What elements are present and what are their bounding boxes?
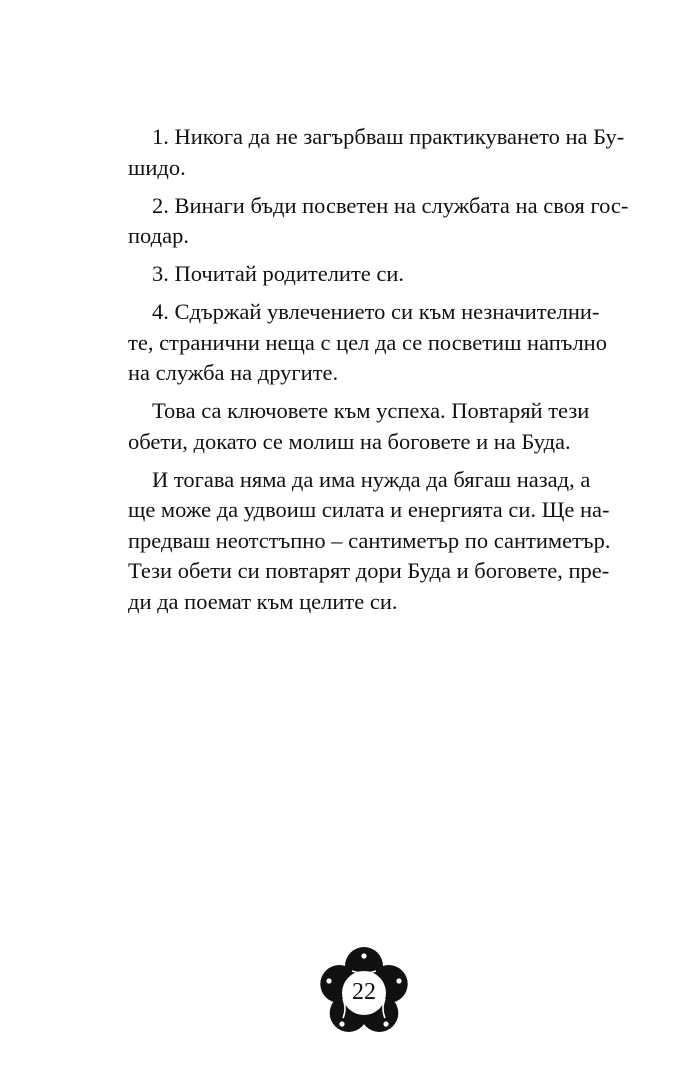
body-text <box>128 122 629 617</box>
text-line: Тези обети си повтарят дори Буда и боговете, пре- <box>128 558 610 583</box>
paragraph-2 <box>128 191 629 252</box>
text-line: И тогава няма да има нужда да бягаш назад, а <box>152 466 591 492</box>
page-number <box>319 947 409 1037</box>
text-line: ще може да удвоиш силата и енергията си. Ще на- <box>128 497 610 522</box>
text-line: ди да поемат към целите си. <box>128 588 398 614</box>
paragraph-3 <box>128 259 584 290</box>
paragraph-1 <box>128 122 625 183</box>
paragraph-5 <box>128 396 590 457</box>
text-line: 1. Никога да не загърбваш практикуването на Бу- <box>152 124 625 149</box>
paragraph-4 <box>128 297 607 389</box>
text-line: 4. Сдържай увлечението си към незначителни- <box>152 299 600 324</box>
paragraph-6 <box>128 465 611 618</box>
text-line: предваш неотстъпно – сантиметър по сантиметър. <box>128 527 611 553</box>
text-line: обети, докато се молиш на боговете и на Буда. <box>128 428 571 454</box>
text-line: подар. <box>128 223 189 248</box>
page-number-text: 22 <box>352 978 376 1005</box>
text-line: шидо. <box>128 154 186 180</box>
text-line: 3. Почитай родителите си. <box>152 261 405 286</box>
text-line: Това са ключовете към успеха. Повтаряй тези <box>152 398 590 423</box>
text-line: на служба на другите. <box>128 360 339 385</box>
text-line: те, странични неща с цел да се посветиш напълно <box>128 329 607 355</box>
text-line: 2. Винаги бъди посветен на службата на своя гос- <box>152 192 629 218</box>
